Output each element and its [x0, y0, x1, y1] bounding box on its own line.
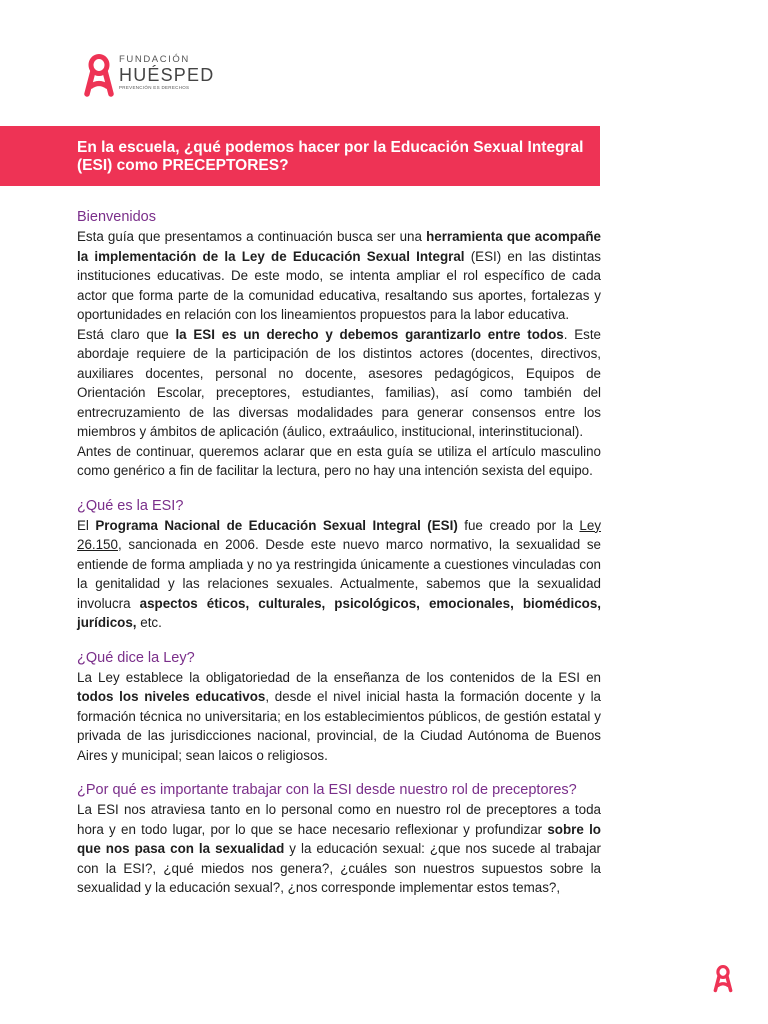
section-heading-que-es: ¿Qué es la ESI?	[77, 497, 184, 514]
logo-tagline: PREVENCIÓN ES DERECHOS	[119, 85, 190, 90]
ribbon-logo-icon	[84, 54, 114, 98]
logo-fundacion-text: FUNDACIÓN	[119, 54, 190, 65]
document-body	[77, 208, 601, 898]
paragraph-aclaracion: Antes de continuar, queremos aclarar que en esta guía se utiliza el artículo masculino como genérico a fin de facilitar la lectura, pero no hay una intención sexista del equipo.	[77, 443, 601, 478]
paragraph-por-que: La ESI nos atraviesa tanto en lo personal como en nuestro rol de preceptores a toda hora y en todo lugar, por lo que se hace necesario reflexionar y profundizar sobre lo que nos pasa con la sexualidad y la educación sexual: ¿que nos sucede al trabajar con la ESI?, ¿qué miedos nos genera?, ¿cuáles son nuestros supuestos sobre la sexualidad y la educación sexual?, ¿nos corresponde implementar estos temas?,	[77, 802, 601, 895]
section-heading-por-que: ¿Por qué es importante trabajar con la ESI desde nuestro rol de preceptores?	[77, 782, 577, 798]
ley-link[interactable]: Ley 26.150	[77, 517, 602, 552]
ribbon-corner-icon	[713, 965, 733, 993]
page-title: En la escuela, ¿qué podemos hacer por la Educación Sexual Integral (ESI) como PRECEPTORES?	[77, 139, 584, 174]
title-banner	[0, 126, 600, 186]
section-heading-que-dice: ¿Qué dice la Ley?	[77, 649, 195, 666]
section-heading-bienvenidos: Bienvenidos	[77, 209, 156, 225]
paragraph-intro: Esta guía que presentamos a continuación busca ser una herramienta que acompañe la implementación de la Ley de Educación Sexual Integral (ESI) en las distintas instituciones educativas. De este modo, se intenta ampliar el rol específico de cada actor que forma parte de la comunidad educativa, resaltando sus aportes, fortalezas y oportunidades en relación con los lineamientos propuestos para la labor educativa.	[77, 229, 602, 322]
logo-huesped-text: HUÉSPED	[119, 65, 215, 85]
paragraph-derecho: Está claro que la ESI es un derecho y debemos garantizarlo entre todos. Este abordaje requiere de la participación de los distintos actores (docentes, directivos, auxiliares docentes, personal no docente, asesores pedagógicos, Equipos de Orientación Escolar, preceptores, estudiantes, familias), así como también del entrecruzamiento de las diversas modalidades para generar consensos entre los miembros y ámbitos de aplicación (áulico, extraáulico, institucional, interinstitucional).	[77, 326, 601, 439]
paragraph-que-es: El Programa Nacional de Educación Sexual Integral (ESI) fue creado por la Ley 26.150, sancionada en 2006. Desde este nuevo marco normativo, la sexualidad se entiende de forma ampliada y no ya restringida únicamente a cuestiones vinculadas con la genitalidad y las relaciones sexuales. Actualmente, sabemos que la sexualidad involucra aspectos éticos, culturales, psicológicos, emocionales, biomédicos, jurídicos, etc.	[77, 517, 602, 630]
paragraph-que-dice: La Ley establece la obligatoriedad de la enseñanza de los contenidos de la ESI en todos los niveles educativos, desde el nivel inicial hasta la formación docente y la formación técnica no universitaria; en los establecimientos públicos, de gestión estatal y privada de las jurisdicciones nacional, provincial, de la Ciudad Autónoma de Buenos Aires y municipal; sean laicos o religiosos.	[77, 669, 601, 763]
